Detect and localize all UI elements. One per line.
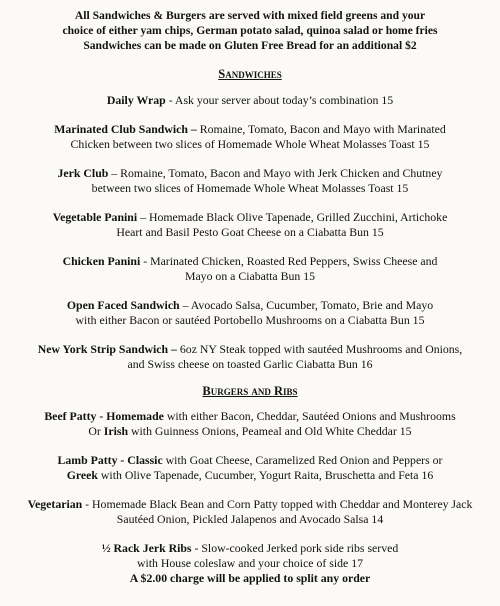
item-description-cont: Mayo on a Ciabatta Bun 15 — [184, 269, 316, 283]
sandwiches-heading: Sandwiches — [218, 67, 282, 81]
item-name: New York Strip Sandwich – — [37, 342, 177, 356]
item-name: Vegetable Panini — [52, 210, 138, 224]
intro-line-1: All Sandwiches & Burgers are served with mixed field greens and your — [74, 9, 426, 22]
item-description-cont: with House coleslaw and your choice of side 17 — [136, 556, 364, 570]
intro-line-3: Sandwiches can be made on Gluten Free Bread for an additional $2 — [83, 39, 417, 52]
item-description-cont: Sautéed Onion, Pickled Jalapenos and Avocado Salsa 14 — [116, 512, 384, 526]
item-description: – Avocado Salsa, Cucumber, Tomato, Brie and Mayo — [179, 298, 434, 312]
menu-item-daily-wrap — [8, 93, 492, 108]
menu-item-beef-patty: Beef Patty - Homemade with either Bacon, Cheddar, Sautéed Onions and Mushrooms Or Irish with Guinness Onions, Peameal and Old White Cheddar 15 — [44, 409, 456, 438]
variant-name: Greek — [66, 468, 98, 482]
variant-name: Irish — [103, 424, 129, 438]
item-name: Lamb Patty - Classic — [57, 453, 163, 467]
burgers-heading: Burgers and Ribs — [202, 384, 298, 398]
item-description: - Marinated Chicken, Roasted Red Peppers, Swiss Cheese and — [140, 254, 438, 268]
item-description-cont: Chicken between two slices of Homemade Whole Wheat Molasses Toast 15 — [70, 137, 430, 151]
item-name: Marinated Club Sandwich – — [54, 122, 197, 136]
item-description: with either Bacon, Cheddar, Sautéed Onions and Mushrooms — [163, 409, 456, 423]
menu-item-vegetable-panini — [8, 210, 492, 240]
item-description: Romaine, Tomato, Bacon and Mayo with Marinated — [196, 122, 446, 136]
item-description: - Slow-cooked Jerked pork side ribs served — [191, 541, 399, 555]
menu-item-marinated-club — [8, 122, 492, 152]
split-charge-note: A $2.00 charge will be applied to split any order — [129, 571, 371, 585]
menu-item-jerk-ribs — [8, 541, 492, 586]
item-description-cont: with Guinness Onions, Peameal and Old White Cheddar 15 — [128, 424, 412, 438]
menu-item-open-faced — [8, 298, 492, 328]
item-description: - Ask your server about today’s combination 15 — [165, 93, 394, 107]
menu-item-lamb-patty — [8, 453, 492, 483]
item-description: – Romaine, Tomato, Bacon and Mayo with Jerk Chicken and Chutney — [108, 166, 443, 180]
item-name: Jerk Club — [57, 166, 109, 180]
item-name: ½ Rack Jerk Ribs — [101, 541, 192, 555]
item-name: Daily Wrap — [106, 93, 166, 107]
item-description-cont: with either Bacon or sautéed Portobello Mushrooms on a Ciabatta Bun 15 — [75, 313, 425, 327]
item-name: Vegetarian — [27, 497, 83, 511]
item-name: Chicken Panini — [62, 254, 141, 268]
item-name: Beef Patty - Homemade — [44, 409, 164, 423]
item-description: 6oz NY Steak topped with sautéed Mushrooms and Onions, — [176, 342, 463, 356]
item-description-cont: and Swiss cheese on toasted Garlic Ciabatta Bun 16 — [127, 357, 373, 371]
item-description-cont: between two slices of Homemade Whole Wheat Molasses Toast 15 — [91, 181, 409, 195]
item-description-cont: Heart and Basil Pesto Goat Cheese on a Ciabatta Bun 15 — [116, 225, 384, 239]
menu-item-ny-strip — [8, 342, 492, 372]
intro-notice — [8, 8, 492, 53]
item-description-cont: with Olive Tapenade, Cucumber, Yogurt Raita, Bruschetta and Feta 16 — [97, 468, 434, 482]
item-name: Open Faced Sandwich — [66, 298, 180, 312]
item-description: with Goat Cheese, Caramelized Red Onion and Peppers or — [162, 453, 443, 467]
menu-item-vegetarian — [8, 497, 492, 527]
menu-item-jerk-club — [8, 166, 492, 196]
menu-item-chicken-panini — [8, 254, 492, 284]
item-description: – Homemade Black Olive Tapenade, Grilled Zucchini, Artichoke — [137, 210, 448, 224]
item-description: - Homemade Black Bean and Corn Patty topped with Cheddar and Monterey Jack — [82, 497, 473, 511]
intro-line-2: choice of either yam chips, German potato salad, quinoa salad or home fries — [62, 24, 438, 37]
